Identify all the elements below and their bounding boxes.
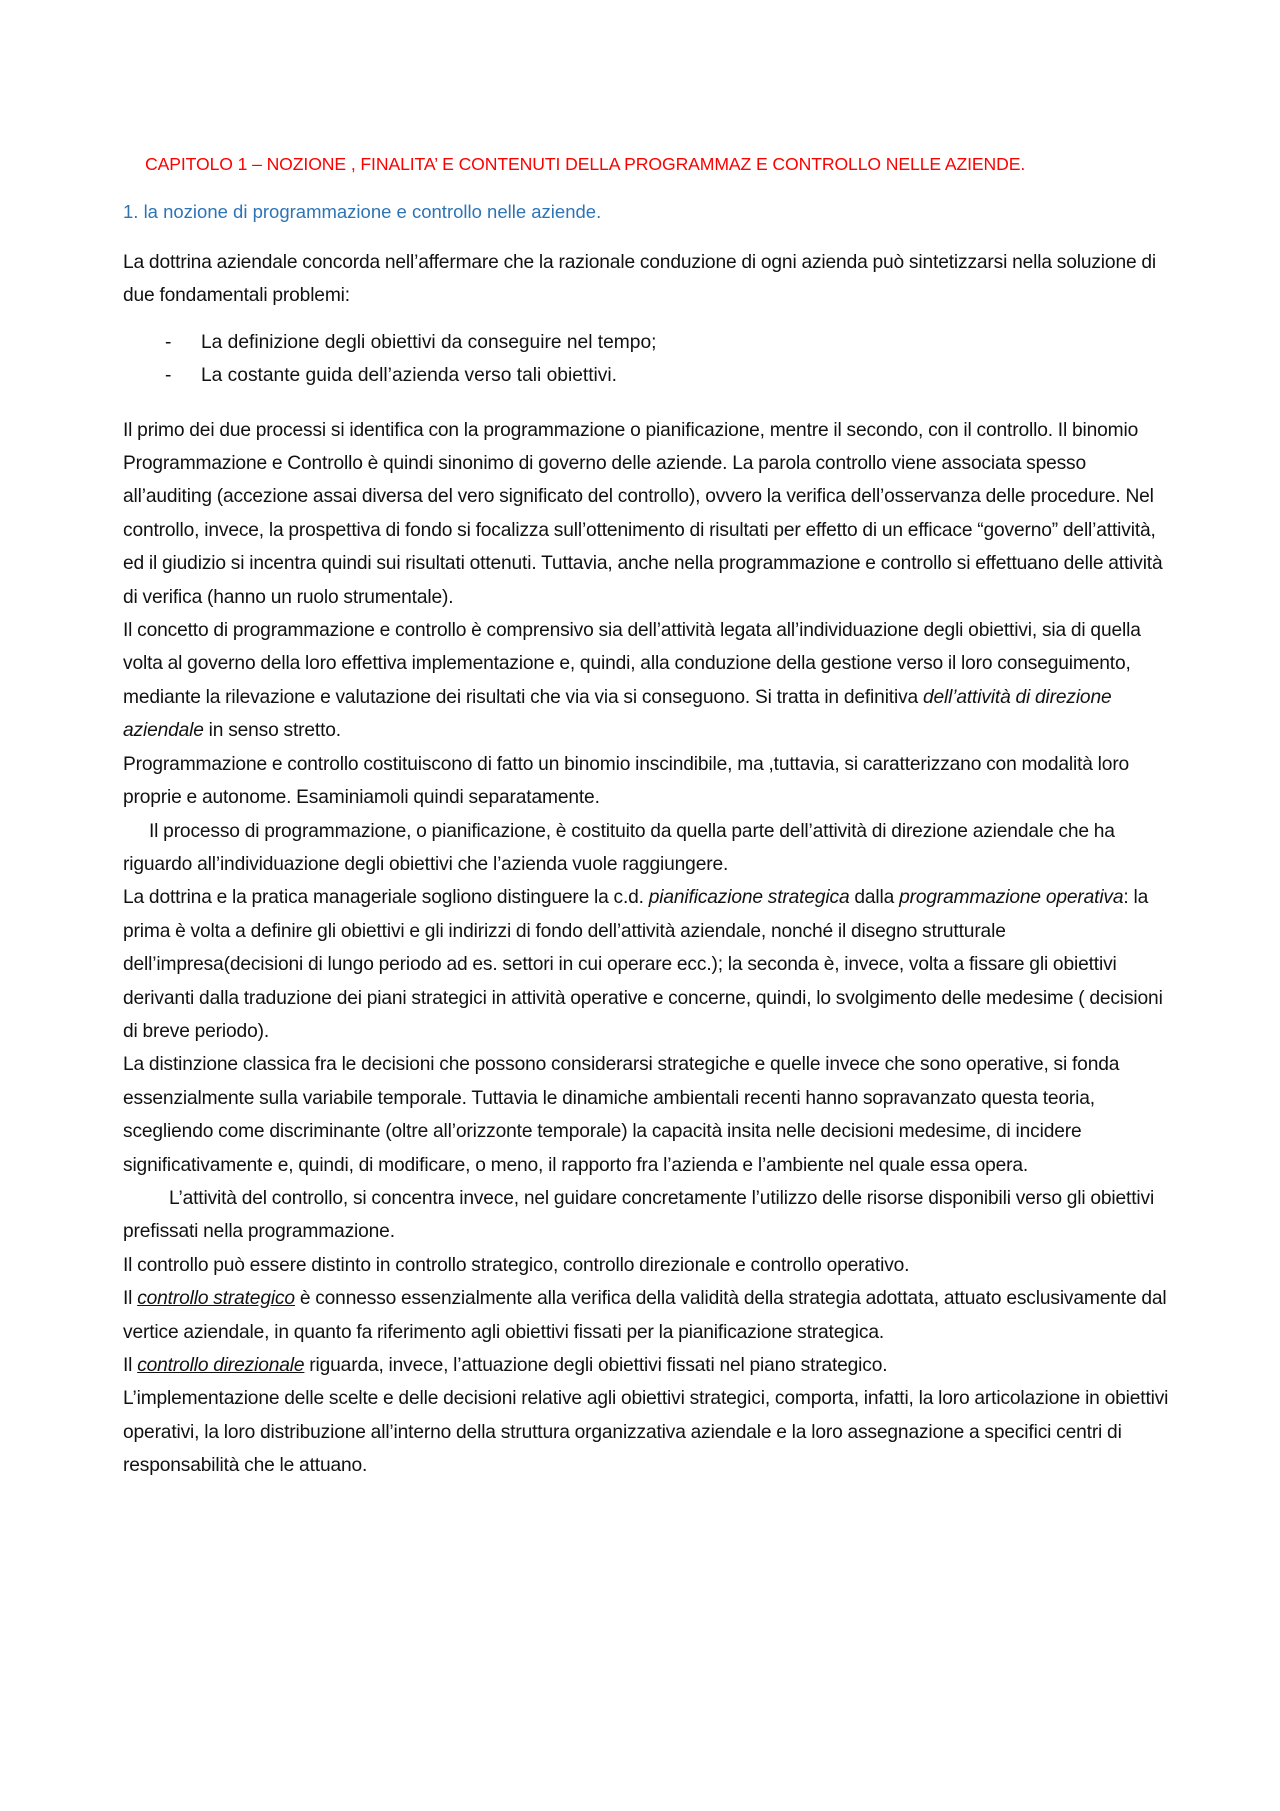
paragraph-controllo-strategico <box>123 1282 1173 1349</box>
italic-term-pianificazione-strategica: pianificazione strategica <box>648 887 850 909</box>
section-title: 1. la nozione di programmazione e controllo nelle aziende. <box>123 201 602 222</box>
text-run: in senso stretto. <box>203 720 341 742</box>
body-text <box>123 414 1173 1483</box>
paragraph-tipi-controllo: Il controllo può essere distinto in controllo strategico, controllo direzionale e controllo operativo. <box>123 1254 910 1276</box>
list-item <box>123 359 1173 392</box>
text-run: Il <box>123 1288 138 1310</box>
paragraph-distinzione: La distinzione classica fra le decisioni che possono considerarsi strategiche e quelle invece che sono operative, si fonda essenzialmente sulla variabile temporale. Tuttavia le dinamiche ambientali recenti hanno sopravanzato questa teoria, scegliendo come discriminante (oltre all’orizzonte temporale) la capacità insita nelle decisioni medesime, di incidere significativamente e, quindi, di modificare, o meno, il rapporto fra l’azienda e l’ambiente nel quale essa opera. <box>123 1054 1120 1176</box>
paragraph-implementazione: L’implementazione delle scelte e delle decisioni relative agli obiettivi strategici, comporta, infatti, la loro articolazione in obiettivi operativi, la loro distribuzione all’interno della struttura organizzativa aziendale e la loro assegnazione a specifici centri di responsabilità che le attuano. <box>123 1388 1169 1477</box>
list-item-text: La definizione degli obiettivi da conseguire nel tempo; <box>201 331 657 353</box>
intro-paragraph: La dottrina aziendale concorda nell’affermare che la razionale conduzione di ogni azienda può sintetizzarsi nella soluzione di due fondamentali problemi: <box>123 252 1156 307</box>
bullet-list <box>123 326 1173 393</box>
underlined-term-controllo-strategico: controllo strategico <box>137 1288 295 1310</box>
paragraph-programmazione-controllo: Il primo dei due processi si identifica con la programmazione o pianificazione, mentre il secondo, con il controllo. Il binomio Programmazione e Controllo è quindi sinonimo di governo delle aziende. La parola controllo viene associata spesso all’auditing (accezione assai diversa del vero significato del controllo), ovvero la verifica dell’osservanza delle procedure. Nel controllo, invece, la prospettiva di fondo si focalizza sull’ottenimento di risultati per effetto di un efficace “governo” dell’attività, ed il giudizio si incentra quindi sui risultati ottenuti. Tuttavia, anche nella programmazione e controllo si effettuano delle attività di verifica (hanno un ruolo strumentale). <box>123 419 1163 608</box>
document-content <box>123 152 1173 1483</box>
paragraph-binomio: Programmazione e controllo costituiscono di fatto un binomio inscindibile, ma ,tuttavia, si caratterizzano con modalità loro proprie e autonome. Esaminiamoli quindi separatamente. <box>123 753 1130 809</box>
italic-term-programmazione-operativa: programmazione operativa <box>899 887 1124 909</box>
text-run: riguarda, invece, l’attuazione degli obiettivi fissati nel piano strategico. <box>304 1355 888 1376</box>
underlined-term-controllo-direzionale: controllo direzionale <box>137 1355 305 1376</box>
list-item <box>123 326 1173 359</box>
bullet-dash: - <box>165 365 172 387</box>
text-run: La dottrina e la pratica manageriale sogliono distinguere la c.d. <box>123 887 649 909</box>
italic-term-direzione-aziendale: dell’attività di direzione aziendale <box>123 686 1112 742</box>
text-run: Il concetto di programmazione e controllo è comprensivo sia dell’attività legata all’individuazione degli obiettivi, sia di quella volta al governo della loro effettiva implementazione e, quindi, alla conduzione della gestione verso il loro conseguimento, mediante la rilevazione e valutazione dei risultati che via via si conseguono. Si tratta in definitiva <box>123 620 1141 708</box>
paragraph-concetto <box>123 614 1173 748</box>
bullet-dash: - <box>165 331 172 353</box>
chapter-title: CAPITOLO 1 – NOZIONE , FINALITA’ E CONTENUTI DELLA PROGRAMMAZ E CONTROLLO NELLE AZIENDE. <box>145 154 1026 174</box>
paragraph-controllo-direzionale <box>123 1349 1173 1382</box>
paragraph-attivita-controllo: L’attività del controllo, si concentra invece, nel guidare concretamente l’utilizzo delle risorse disponibili verso gli obiettivi prefissati nella programmazione. <box>123 1187 1155 1243</box>
list-item-text: La costante guida dell’azienda verso tali obiettivi. <box>201 365 617 387</box>
text-run: è connesso essenzialmente alla verifica della validità della strategia adottata, attuato esclusivamente dal vertice aziendale, in quanto fa riferimento agli obiettivi fissati per la pianificazione strategica. <box>123 1288 1167 1343</box>
text-run: dalla <box>849 887 900 909</box>
text-run: Il <box>123 1355 138 1376</box>
paragraph-processo-programmazione: Il processo di programmazione, o pianificazione, è costituito da quella parte dell’attività di direzione aziendale che ha riguardo all’individuazione degli obiettivi che l’azienda vuole raggiungere. <box>123 820 1115 875</box>
paragraph-pianificazione <box>123 881 1173 1048</box>
text-run: : la prima è volta a definire gli obiettivi e gli indirizzi di fondo dell’attività aziendale, nonché il disegno strutturale dell’impresa(decisioni di lungo periodo ad es. settori in cui operare ecc.); la seconda è, invece, volta a fissare gli obiettivi derivanti dalla traduzione dei piani strategici in attività operative e concerne, quindi, lo svolgimento delle medesime ( decisioni di breve periodo). <box>123 887 1163 1042</box>
